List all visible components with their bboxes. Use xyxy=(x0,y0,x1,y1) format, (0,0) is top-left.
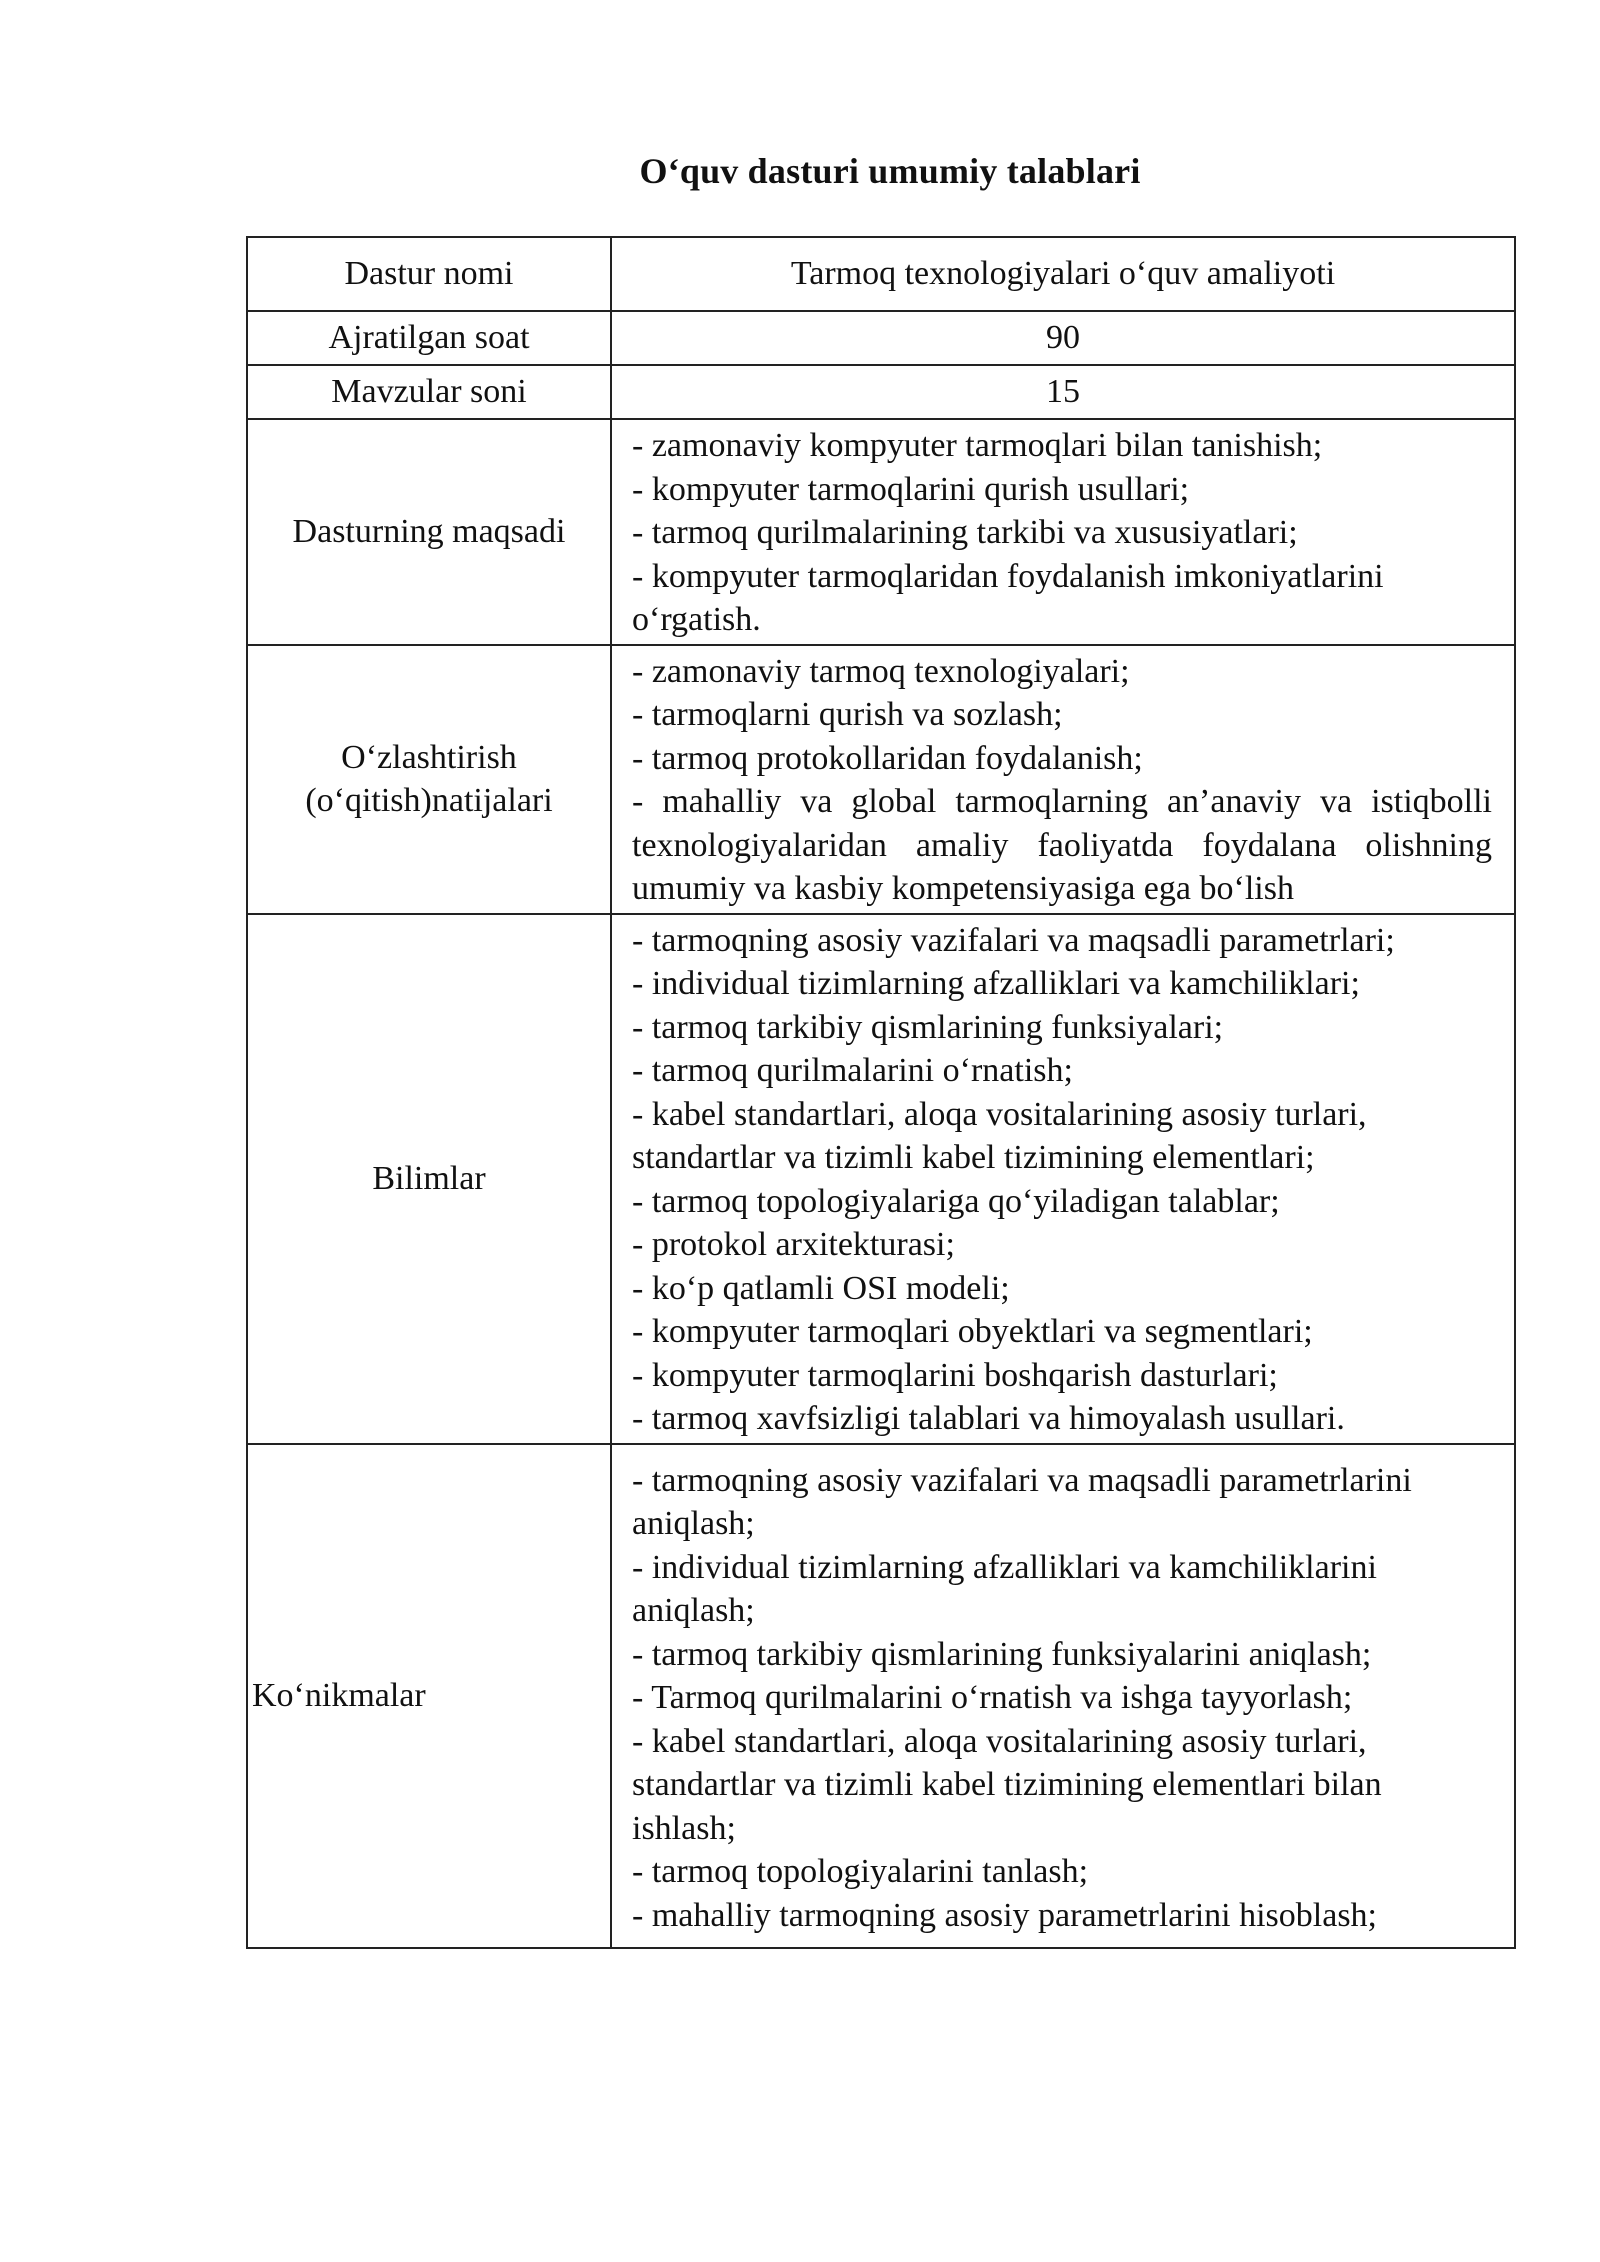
page-title: O‘quv dasturi umumiy talablari xyxy=(639,151,1141,191)
goal-list xyxy=(611,419,1515,645)
list-item: - kabel standartlari, aloqa vositalarining asosiy turlari, standartlar va tizimli kabel tizimining elementlari bilan ishlash; xyxy=(632,1722,1382,1847)
list-item: - kabel standartlari, aloqa vositalarining asosiy turlari, standartlar va tizimli kabel tizimining elementlari; xyxy=(632,1095,1367,1176)
table-row-knowledge xyxy=(247,914,1515,1444)
list-item: - individual tizimlarning afzalliklari va kamchiliklarini aniqlash; xyxy=(632,1548,1377,1629)
list-item: - tarmoq topologiyalariga qo‘yiladigan talablar; xyxy=(632,1182,1280,1220)
table-row-skills xyxy=(247,1444,1515,1949)
list-item: - tarmoq topologiyalarini tanlash; xyxy=(632,1853,1089,1890)
row-label: Ko‘nikmalar xyxy=(247,1444,611,1949)
requirements-table xyxy=(246,236,1516,1949)
list-item: - kompyuter tarmoqlari obyektlari va segmentlari; xyxy=(632,1313,1313,1350)
skills-list xyxy=(611,1444,1515,1949)
row-label: Ajratilgan soat xyxy=(247,311,611,365)
list-item: - tarmoq tarkibiy qismlarining funksiyalari; xyxy=(632,1008,1224,1046)
knowledge-list xyxy=(611,914,1515,1444)
table-row-goal xyxy=(247,419,1515,645)
table-row-topics xyxy=(247,365,1515,419)
list-item: - tarmoq qurilmalarining tarkibi va xususiyatlari; xyxy=(632,514,1298,551)
program-name-value: Tarmoq texnologiyalari o‘quv amaliyoti xyxy=(611,237,1515,311)
hours-value: 90 xyxy=(611,311,1515,365)
table-row-program-name xyxy=(247,237,1515,311)
list-item: - tarmoqning asosiy vazifalari va maqsadli parametrlarini aniqlash; xyxy=(632,1461,1412,1542)
list-item: - kompyuter tarmoqlarini boshqarish dasturlari; xyxy=(632,1356,1278,1394)
list-item: - Tarmoq qurilmalarini o‘rnatish va ishga tayyorlash; xyxy=(632,1679,1353,1716)
row-label-line: (o‘qitish)natijalari xyxy=(305,782,553,819)
table-row-outcomes xyxy=(247,645,1515,914)
list-item: - tarmoq qurilmalarini o‘rnatish; xyxy=(632,1052,1073,1089)
list-item: - zamonaviy kompyuter tarmoqlari bilan tanishish; xyxy=(632,427,1323,464)
outcomes-label xyxy=(247,645,611,914)
list-item: - tarmoqning asosiy vazifalari va maqsadli parametrlari; xyxy=(632,921,1395,959)
list-item: - kompyuter tarmoqlaridan foydalanish imkoniyatlarini o‘rgatish. xyxy=(632,557,1384,638)
list-item: - individual tizimlarning afzalliklari va kamchiliklari; xyxy=(632,965,1360,1002)
list-item: - mahalliy tarmoqning asosiy parametrlarini hisoblash; xyxy=(632,1896,1377,1934)
row-label: Mavzular soni xyxy=(247,365,611,419)
outcomes-list xyxy=(611,645,1515,914)
list-item: - tarmoq xavfsizligi talablari va himoyalash usullari. xyxy=(632,1400,1345,1437)
row-label-line: O‘zlashtirish xyxy=(341,738,517,776)
table-row-hours xyxy=(247,311,1515,365)
list-item: - zamonaviy tarmoq texnologiyalari; xyxy=(632,652,1130,690)
row-label: Dastur nomi xyxy=(247,237,611,311)
list-item: - mahalliy va global tarmoqlarning an’anaviy va istiqbolli texnologiyalaridan amaliy faoliyatda foydalana olishning umumiy va kasbiy kompetensiyasiga ega bo‘lish xyxy=(632,783,1492,907)
row-label: Dasturning maqsadi xyxy=(247,419,611,645)
list-item: - protokol arxitekturasi; xyxy=(632,1226,955,1263)
list-item: - tarmoq protokollaridan foydalanish; xyxy=(632,739,1143,777)
list-item: - tarmoq tarkibiy qismlarining funksiyalarini aniqlash; xyxy=(632,1635,1372,1673)
topics-value: 15 xyxy=(611,365,1515,419)
list-item: - kompyuter tarmoqlarini qurish usullari; xyxy=(632,470,1190,508)
row-label: Bilimlar xyxy=(247,914,611,1444)
list-item: - ko‘p qatlamli OSI modeli; xyxy=(632,1269,1010,1307)
list-item: - tarmoqlarni qurish va sozlash; xyxy=(632,696,1063,733)
